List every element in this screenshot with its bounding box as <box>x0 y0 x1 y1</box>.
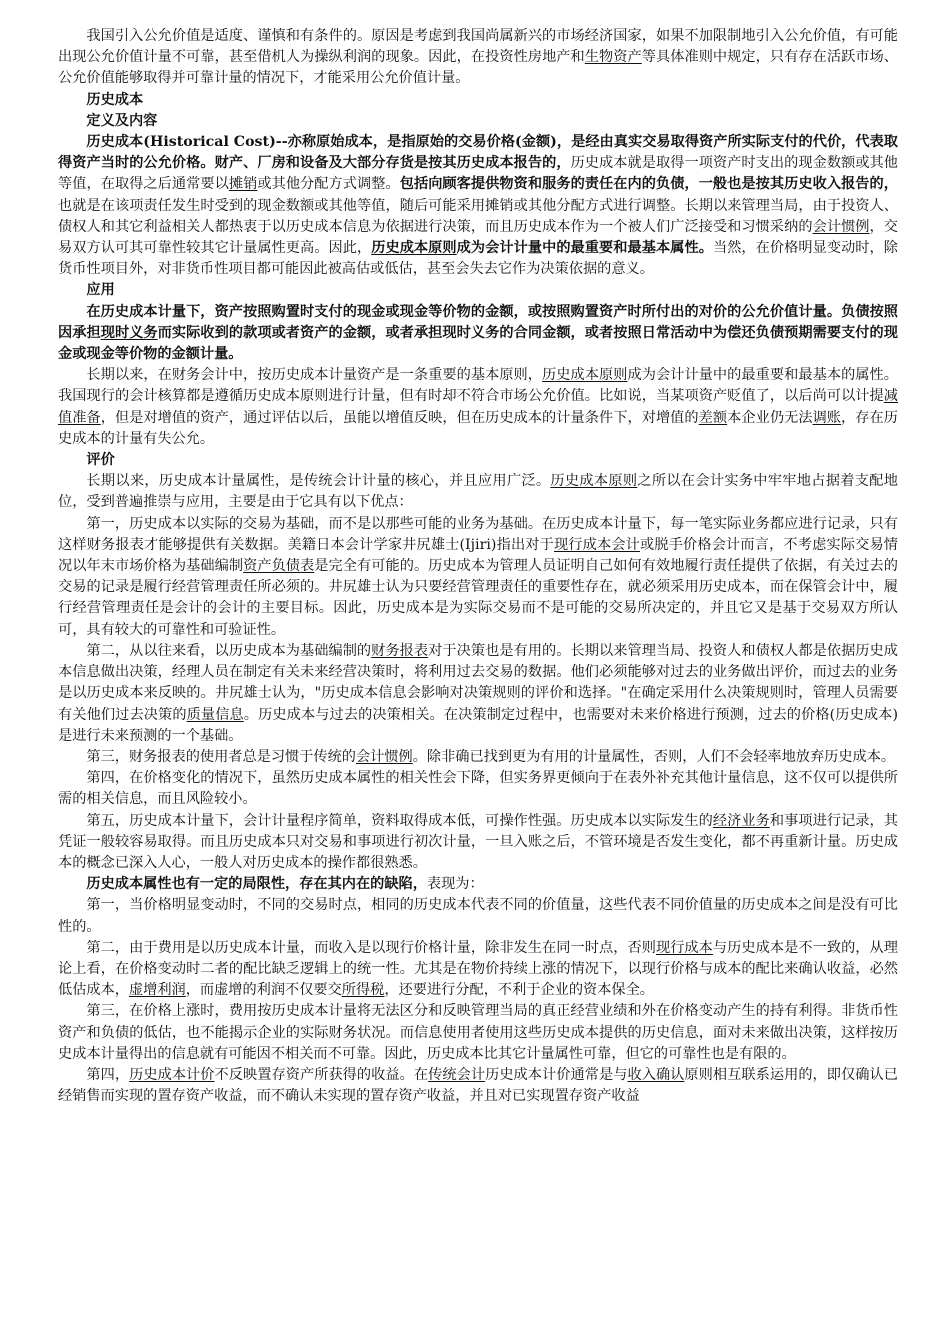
text-run: 应用 <box>86 282 115 299</box>
hyperlink-term[interactable]: 现行成本会计 <box>553 536 641 553</box>
paragraph <box>58 895 898 937</box>
paragraph <box>58 26 898 90</box>
paragraph <box>58 768 898 810</box>
text-run: 我国引入公允价值是适度、谨慎和有条件的。原因是考虑到我国尚属新兴的市场经济国家，如果不加限制地引入公允价值，有可能出现公允价值计量不可靠，甚至借机人为操纵利润的现象。因此，在投资性房地产和 <box>58 28 898 66</box>
text-run: ，还要进行分配，不利于企业的资本保全。 <box>384 982 654 999</box>
text-run: 表现为： <box>426 876 484 893</box>
text-run: 不反映置存资产所获得的收益。在 <box>214 1066 429 1083</box>
text-run: 成为会计计量中的最重要和最基本属性。 <box>456 240 713 257</box>
text-run: 定义及内容 <box>86 112 158 129</box>
hyperlink-term[interactable]: 传统会计 <box>428 1066 486 1083</box>
section-heading <box>58 90 898 111</box>
text-run: 第四，在价格变化的情况下，虽然历史成本属性的相关性会下降，但实务界更倾向于在表外补充其他计量信息，这不仅可以提供所需的相关信息，而且风险较小。 <box>58 770 898 808</box>
hyperlink-term[interactable]: 收入确认 <box>627 1066 685 1083</box>
hyperlink-term[interactable]: 生物资产 <box>584 49 642 66</box>
hyperlink-term[interactable]: 经济业务 <box>712 812 770 829</box>
paragraph <box>58 811 898 875</box>
text-run: 本企业仍无法 <box>727 409 813 426</box>
text-run: ，但是对增值的资产，通过评估以后，虽能以增值反映，但在历史成本的计量条件下，对增值的 <box>100 409 699 426</box>
text-run: ，而虚增的利润不仅要交 <box>185 982 342 999</box>
paragraph <box>58 365 898 450</box>
paragraph <box>58 1065 898 1107</box>
hyperlink-term[interactable]: 现行成本 <box>655 939 713 956</box>
hyperlink-term[interactable]: 会计惯例 <box>355 748 413 765</box>
text-run: 而实际收到的款项或者资产的金额，或者承担现时义务的合同金额，或者按照日常活动中为偿还负债预期需要支付的现金或现金等价物的金额计量。 <box>58 324 898 363</box>
text-run: 或脱手价格会计而言，不考虑实际交易情况以年末市场价格为基础编制 <box>58 536 898 575</box>
paragraph <box>58 1001 898 1065</box>
hyperlink-term[interactable]: 虚增利润 <box>128 982 186 999</box>
hyperlink-term[interactable]: 资产负债表 <box>243 558 315 575</box>
text-run: ，交易双方认可其可靠性较其它计量属性更高。因此， <box>58 218 898 257</box>
text-run: 评价 <box>86 452 115 469</box>
text-run: 。除非确已找到更为有用的计量属性，否则，人们不会轻率地放弃历史成本。 <box>412 748 896 765</box>
text-run: 是完全有可能的。历史成本为管理人员证明自己如何有效地履行责任提供了依据，有关过去的交易的记录是履行经营管理责任所必须的。井尻雄士认为只要经营管理责任的重要性存在，就必须采用历史成本，而在保管会计中，履行经营管理责任是会计的会计的主要目标。因此，历史成本是为实际交易而不是可能的交易所决定的，并且它又是基于交易双方所认可，具有较大的可靠性和可验证性。 <box>58 558 898 638</box>
text-run: 之所以在会计实务中牢牢地占据着支配地位，受到普遍推崇与应用，主要是由于它具有以下优点： <box>58 473 898 511</box>
text-run: 历史成本就是取得一项资产时支出的现金数额或其他等值，在取得之后通常要以 <box>58 155 898 193</box>
text-run: 成为会计计量中的最重要和最基本的属性。我国现行的会计核算都是遵循历史成本原则进行计量，但有时却不符合市场公允价值。比如说，当某项资产贬值了，以后尚可以计提 <box>58 367 898 405</box>
text-run: 与历史成本是不一致的，从理论上看，在价格变动时二者的配比缺乏逻辑上的统一性。尤其是在物价持续上涨的情况下，以现行价格与成本的配比来确认收益，必然低估成本， <box>58 939 898 999</box>
paragraph <box>58 471 898 513</box>
text-run: 当然，在价格明显变动时，除货币性项目外，对非货币性项目都可能因此被高估或低估，甚至会失去它作为决策依据的意义。 <box>58 240 898 278</box>
text-run: 包括向顾客提供物资和服务的责任在内的负债，一般也是按其历史收入报告的， <box>399 176 898 193</box>
text-run: 历史成本计价通常是与 <box>485 1066 628 1083</box>
text-run: 或其他分配方式调整。 <box>257 176 400 193</box>
text-run: 第三，在价格上涨时，费用按历史成本计量将无法区分和反映管理当局的真正经营业绩和外在价格变动产生的持有利得。非货币性资产和负债的低估，也不能揭示企业的实际财务状况。而信息使用者使用这些历史成本提供的历史信息，面对未来做出决策，这样按历史成本计量得出的信息就有可能因不相关而不可靠。因此，历史成本比其它计量属性可靠，但它的可靠性也是有限的。 <box>58 1003 898 1062</box>
paragraph <box>58 132 898 280</box>
hyperlink-term[interactable]: 摊销 <box>228 176 258 193</box>
text-run: 第三，财务报表的使用者总是习惯于传统的 <box>86 748 356 765</box>
text-run: 对于决策也是有用的。长期以来管理当局、投资人和债权人都是依据历史成本信息做出决策，经理人员在制定有关未来经营决策时，将利用过去交易的数据。他们必须能够对过去的业务做出评价，而过去的业务是以历史成本来反映的。井尻雄士认为，"历史成本信息会影响对决策规则的评价和选择。"在确定采用什么决策规则时，管理人员需要有关他们过去决策的 <box>58 642 898 723</box>
hyperlink-term[interactable]: 现时义务 <box>100 324 158 341</box>
hyperlink-term[interactable]: 差额 <box>698 409 728 426</box>
hyperlink-term[interactable]: 历史成本原则 <box>550 473 638 490</box>
hyperlink-term[interactable]: 历史成本计价 <box>129 1066 215 1083</box>
hyperlink-term[interactable]: 所得税 <box>341 982 385 999</box>
text-run: 和事项进行记录，其凭证一般较容易取得。而且历史成本只对交易和事项进行初次计量，一旦入账之后，不管环境是否发生变化，都不再重新计量。历史成本的概念已深入人心，一般人对历史成本的操作都很熟悉。 <box>58 812 898 871</box>
text-run: 。历史成本与过去的决策相关。在决策制定过程中，也需要对未来价格进行预测，过去的价格(历史成本)是进行未来预测的一个基础。 <box>58 706 898 744</box>
text-run: 第一，当价格明显变动时，不同的交易时点，相同的历史成本代表不同的价值量，这些代表不同价值量的历史成本之间是没有可比性的。 <box>58 897 898 935</box>
text-run: 历史成本 <box>86 91 144 108</box>
hyperlink-term[interactable]: 历史成本原则 <box>371 240 457 257</box>
hyperlink-term[interactable]: 质量信息 <box>186 706 244 723</box>
text-run: 在历史成本计量下，资产按照购置时支付的现金或现金等价物的金额，或按照购置资产时所付出的对价的公允价值计量。负债按照因承担 <box>58 303 898 341</box>
text-run: 等具体准则中规定，只有存在活跃市场、公允价值能够取得并可靠计量的情况下，才能采用公允价值计量。 <box>58 49 898 87</box>
paragraph <box>58 641 898 747</box>
paragraph <box>58 874 898 895</box>
text-run: 长期以来，历史成本计量属性，是传统会计计量的核心，并且应用广泛。 <box>86 473 551 490</box>
text-run: 第五，历史成本计量下，会计计量程序简单，资料取得成本低，可操作性强。历史成本以实际发生的 <box>86 812 713 829</box>
text-run: 长期以来，在财务会计中，按历史成本计量资产是一条重要的基本原则， <box>86 367 543 384</box>
text-run: 第二，由于费用是以历史成本计量，而收入是以现行价格计量，除非发生在同一时点，否则 <box>86 939 656 956</box>
text-run: 第四， <box>86 1066 130 1083</box>
hyperlink-term[interactable]: 会计惯例 <box>812 218 870 235</box>
text-run: 第二，从以往来看，以历史成本为基础编制的 <box>86 642 372 659</box>
text-run: 原则相互联系运用的，即仅确认已经销售而实现的置存资产收益，而不确认未实现的置存资产收益，并且对已实现置存资产收益 <box>58 1066 898 1105</box>
section-heading <box>58 280 898 301</box>
hyperlink-term[interactable]: 减值准备 <box>58 388 898 426</box>
text-run: 历史成本属性也有一定的局限性，存在其内在的缺陷， <box>86 876 427 893</box>
text-run: ，存在历史成本的计量有失公允。 <box>58 409 898 447</box>
paragraph <box>58 302 898 366</box>
text-run: 也就是在该项责任发生时受到的现金数额或其他等值，随后可能采用摊销或其他分配方式进行调整。长期以来管理当局，由于投资人、债权人和其它利益相关人都热衷于以历史成本信息为依据进行决策，而且历史成本作为一个被人们广泛接受和习惯采纳的 <box>58 197 898 235</box>
hyperlink-term[interactable]: 历史成本原则 <box>542 367 628 384</box>
hyperlink-term[interactable]: 调账 <box>812 409 842 426</box>
paragraph <box>58 747 898 768</box>
hyperlink-term[interactable]: 财务报表 <box>371 642 429 659</box>
text-run: 历史成本(Historical Cost)--亦称原始成本，是指原始的交易价格(金额)，是经由真实交易取得资产所实际支付的代价，代表取得资产当时的公允价格。财产、厂房和设备及大部分存货是按其历史成本报告的， <box>58 134 898 172</box>
section-heading <box>58 450 898 471</box>
text-run: 第一，历史成本以实际的交易为基础，而不是以那些可能的业务为基础。在历史成本计量下，每一笔实际业务都应进行记录，只有这样财务报表才能够提供有关数据。美籍日本会计学家井尻雄士(Ijiri)指出对于 <box>58 515 898 553</box>
section-heading <box>58 111 898 132</box>
paragraph <box>58 938 898 1002</box>
paragraph <box>58 514 898 641</box>
